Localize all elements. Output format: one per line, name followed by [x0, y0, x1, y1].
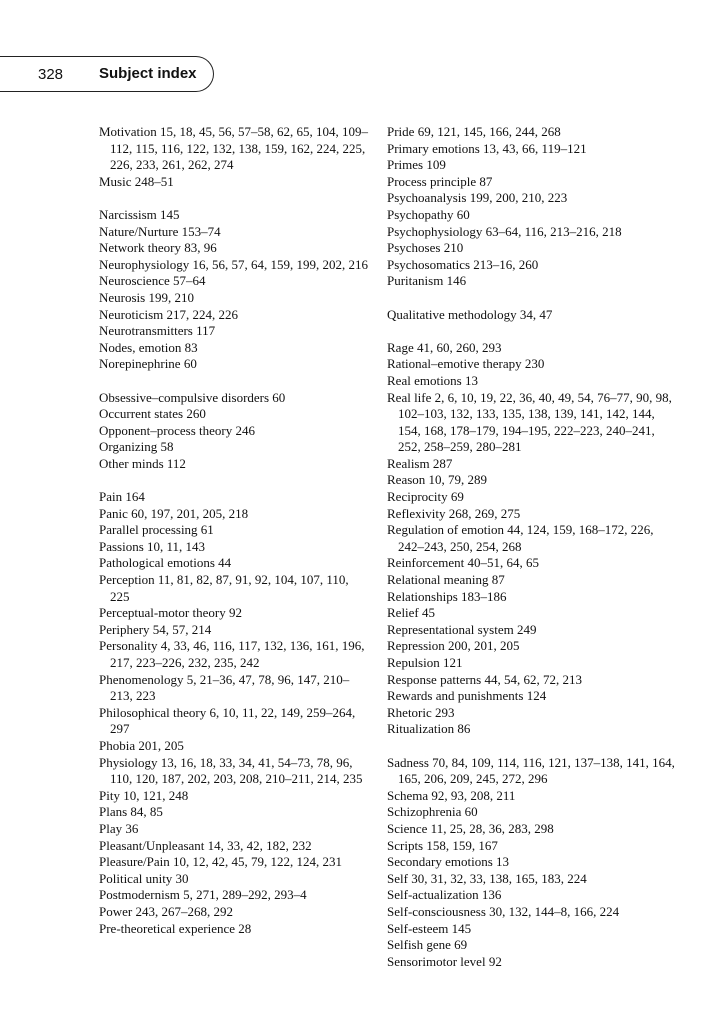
index-entry: Music 248–51	[99, 173, 174, 189]
index-entry: Narcissism 145	[99, 206, 180, 222]
index-entry: Schema 92, 93, 208, 211	[387, 787, 516, 803]
index-entry: Real life 2, 6, 10, 19, 22, 36, 40, 49, 54, 76–77, 90, 98, 102–103, 132, 133, 135, 138, 139, 141, 142, 144, 154, 168, 178–179, 194–195, 222–223, 240–241, 252, 258–259, 280–281	[387, 389, 672, 455]
index-entry: Personality 4, 33, 46, 116, 117, 132, 136, 161, 196, 217, 223–226, 232, 235, 242	[99, 638, 365, 670]
letter-group-gap	[387, 323, 677, 340]
index-entry: Psychophysiology 63–64, 116, 213–216, 218	[387, 223, 622, 239]
index-entry: Physiology 13, 16, 18, 33, 34, 41, 54–73, 78, 96, 110, 120, 187, 202, 203, 208, 210–211, 214, 235	[99, 754, 363, 787]
index-entry: Relational meaning 87	[387, 572, 505, 588]
index-entry: Process principle 87	[387, 173, 493, 189]
index-entry: Self-actualization 136	[387, 887, 502, 903]
index-entry: Science 11, 25, 28, 36, 283, 298	[387, 820, 554, 836]
index-entry: Repression 200, 201, 205	[387, 638, 520, 654]
index-entry: Parallel processing 61	[99, 522, 214, 538]
index-entry: Nature/Nurture 153–74	[99, 223, 221, 239]
index-entry: Qualitative methodology 34, 47	[387, 306, 553, 322]
index-entry: Sadness 70, 84, 109, 114, 116, 121, 137–138, 141, 164, 165, 206, 209, 245, 272, 296	[387, 754, 675, 787]
index-entry: Play 36	[99, 820, 139, 836]
index-entry: Reason 10, 79, 289	[387, 472, 488, 488]
letter-group-gap	[99, 190, 371, 207]
index-entry: Real emotions 13	[387, 372, 478, 388]
index-entry: Ritualization 86	[387, 721, 471, 737]
index-entry: Neurotransmitters 117	[99, 323, 216, 339]
index-entry: Representational system 249	[387, 621, 537, 637]
index-column-left	[99, 124, 371, 937]
index-entry: Opponent–process theory 246	[99, 422, 255, 438]
index-entry: Reciprocity 69	[387, 489, 464, 505]
letter-group-gap	[387, 738, 677, 755]
index-entry: Reflexivity 268, 269, 275	[387, 505, 521, 521]
index-entry: Primary emotions 13, 43, 66, 119–121	[387, 140, 587, 156]
index-entry: Panic 60, 197, 201, 205, 218	[99, 505, 249, 521]
index-entry: Obsessive–compulsive disorders 60	[99, 389, 286, 405]
index-entry: Psychoanalysis 199, 200, 210, 223	[387, 190, 568, 206]
index-entry: Norepinephrine 60	[99, 356, 197, 372]
index-entry: Regulation of emotion 44, 124, 159, 168–172, 226, 242–243, 250, 254, 268	[387, 522, 654, 554]
index-entry: Phobia 201, 205	[99, 737, 184, 753]
index-entry: Pre-theoretical experience 28	[99, 920, 252, 936]
letter-group-gap	[99, 373, 371, 390]
index-entry: Perception 11, 81, 82, 87, 91, 92, 104, 107, 110, 225	[99, 572, 349, 604]
index-entry: Self-esteem 145	[387, 920, 472, 936]
index-entry: Puritanism 146	[387, 273, 467, 289]
index-entry: Pathological emotions 44	[99, 555, 232, 571]
letter-group-gap	[99, 472, 371, 489]
index-entry: Secondary emotions 13	[387, 854, 510, 870]
index-entry: Response patterns 44, 54, 62, 72, 213	[387, 671, 582, 687]
index-entry: Sensorimotor level 92	[387, 953, 502, 969]
index-entry: Neuroscience 57–64	[99, 273, 206, 289]
index-entry: Phenomenology 5, 21–36, 47, 78, 96, 147, 210–213, 223	[99, 671, 350, 704]
index-entry: Primes 109	[387, 157, 446, 173]
index-entry: Occurrent states 260	[99, 406, 206, 422]
letter-group-gap	[387, 290, 677, 307]
index-entry: Postmodernism 5, 271, 289–292, 293–4	[99, 887, 307, 903]
index-entry: Relief 45	[387, 605, 436, 621]
index-entry: Schizophrenia 60	[387, 804, 478, 820]
index-entry: Pain 164	[99, 489, 145, 505]
index-entry: Plans 84, 85	[99, 804, 163, 820]
index-entry: Selfish gene 69	[387, 937, 468, 953]
index-entry: Realism 287	[387, 455, 453, 471]
index-entry: Scripts 158, 159, 167	[387, 837, 498, 853]
index-column-right	[387, 124, 677, 970]
index-entry: Repulsion 121	[387, 655, 463, 670]
index-entry: Rewards and punishments 124	[387, 688, 547, 704]
index-entry: Psychosomatics 213–16, 260	[387, 256, 539, 272]
index-entry: Philosophical theory 6, 10, 11, 22, 149, 259–264, 297	[99, 704, 356, 737]
index-entry: Other minds 112	[99, 455, 186, 471]
index-entry: Rage 41, 60, 260, 293	[387, 339, 502, 355]
index-entry: Reinforcement 40–51, 64, 65	[387, 555, 539, 571]
index-entry: Neurophysiology 16, 56, 57, 64, 159, 199, 202, 216	[99, 256, 369, 272]
index-entry: Pleasure/Pain 10, 12, 42, 45, 79, 122, 124, 231	[99, 854, 343, 870]
index-entry: Pleasant/Unpleasant 14, 33, 42, 182, 232	[99, 837, 312, 853]
index-entry: Network theory 83, 96	[99, 240, 217, 256]
index-entry: Neurosis 199, 210	[99, 289, 194, 305]
index-entry: Periphery 54, 57, 214	[99, 621, 212, 637]
index-entry: Psychopathy 60	[387, 206, 470, 222]
index-entry: Neuroticism 217, 224, 226	[99, 306, 239, 322]
index-entry: Rational–emotive therapy 230	[387, 356, 545, 372]
index-entry: Self-consciousness 30, 132, 144–8, 166, 224	[387, 903, 620, 919]
index-entry: Power 243, 267–268, 292	[99, 903, 233, 919]
index-entry: Rhetoric 293	[387, 704, 455, 720]
index-entry: Passions 10, 11, 143	[99, 538, 206, 554]
index-entry: Pity 10, 121, 248	[99, 787, 189, 803]
index-entry: Organizing 58	[99, 439, 174, 455]
section-title: Subject index	[99, 65, 197, 82]
page-number: 328	[38, 66, 64, 83]
index-entry: Self 30, 31, 32, 33, 138, 165, 183, 224	[387, 870, 587, 886]
index-entry: Perceptual-motor theory 92	[99, 605, 242, 621]
index-entry: Motivation 15, 18, 45, 56, 57–58, 62, 65, 104, 109–112, 115, 116, 122, 132, 138, 159, 162, 224, 225, 226, 233, 261, 262, 274	[99, 124, 369, 173]
index-entry: Nodes, emotion 83	[99, 339, 198, 355]
index-entry: Relationships 183–186	[387, 588, 507, 604]
index-entry: Pride 69, 121, 145, 166, 244, 268	[387, 124, 561, 139]
index-entry: Political unity 30	[99, 870, 189, 886]
index-entry: Psychoses 210	[387, 240, 464, 256]
